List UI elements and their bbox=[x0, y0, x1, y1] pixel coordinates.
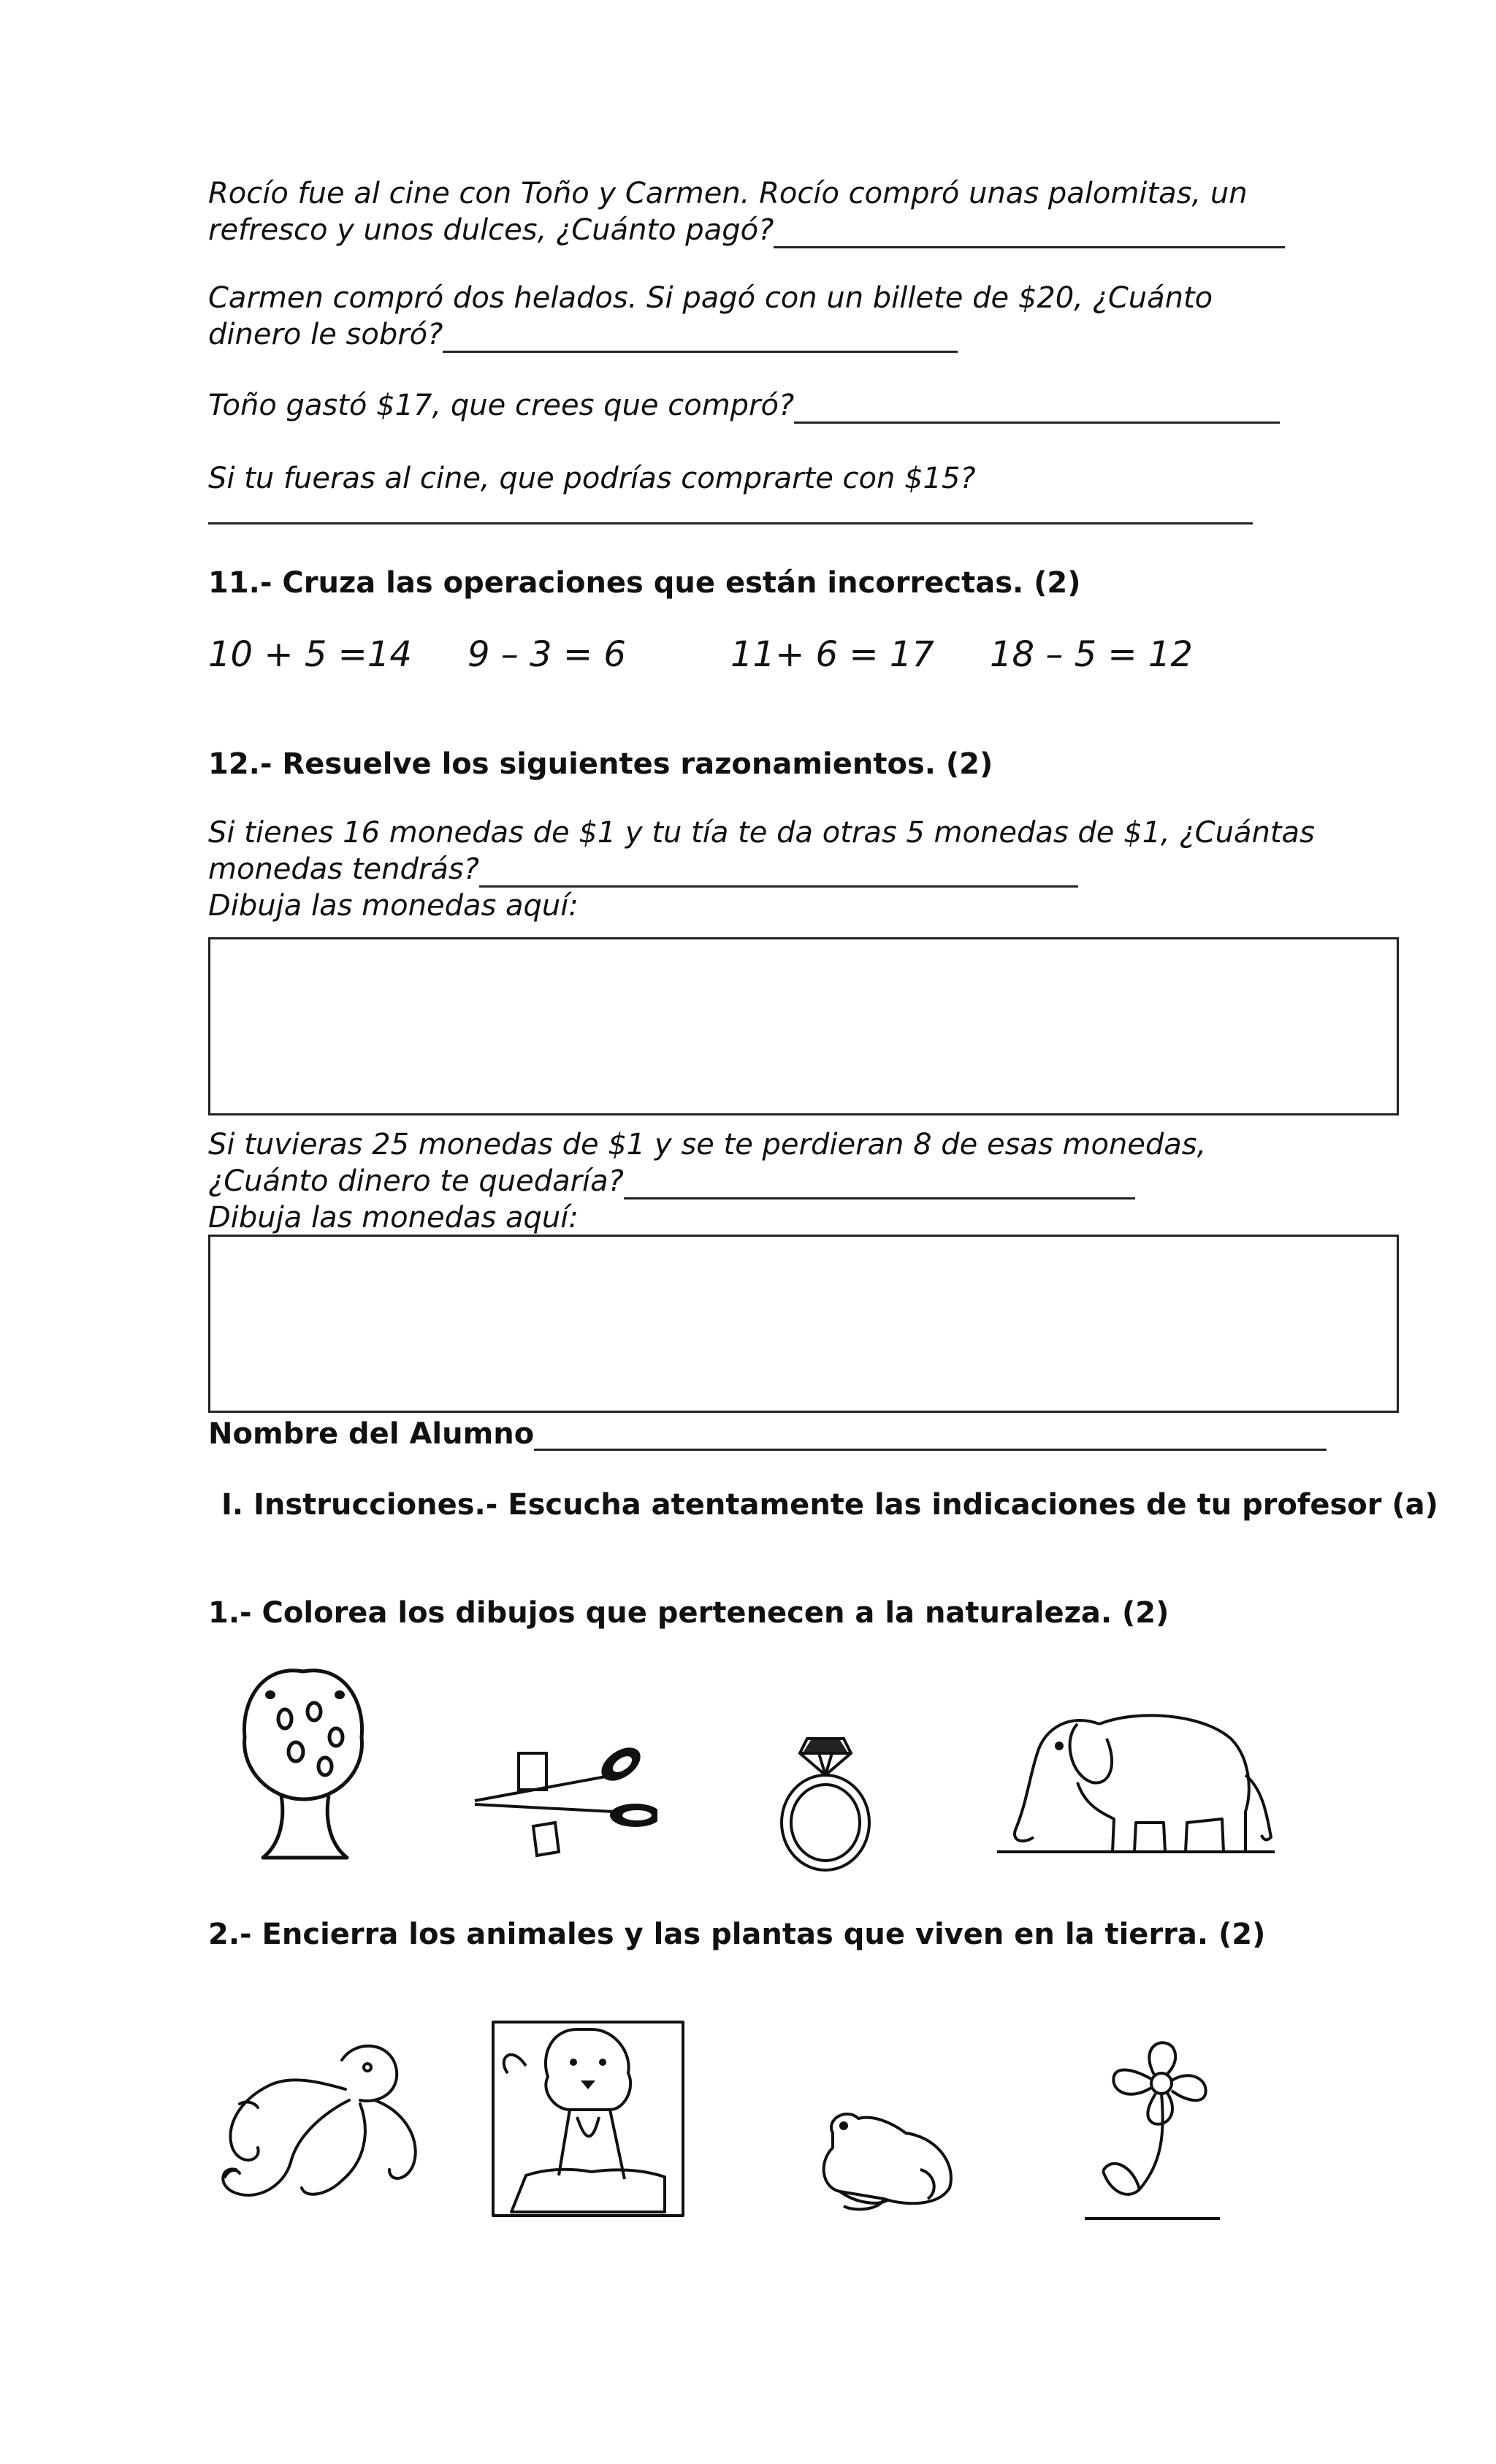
flower-icon[interactable] bbox=[1081, 2032, 1234, 2230]
octopus-icon[interactable] bbox=[210, 2031, 430, 2221]
cine-question-line1: Rocío fue al cine con Toño y Carmen. Rocío compró unas palomitas, un bbox=[208, 177, 1248, 210]
frog-icon[interactable] bbox=[811, 2104, 964, 2213]
draw-coins-label: Dibuja las monedas aquí: bbox=[208, 889, 579, 923]
lion-icon[interactable] bbox=[482, 2000, 690, 2219]
carmen-question bbox=[208, 280, 1304, 353]
q12-problem-1 bbox=[208, 815, 1377, 924]
q11-title: 11.- Cruza las operaciones que están incorrectas. (2) bbox=[208, 566, 1081, 600]
answer-line[interactable] bbox=[208, 522, 1253, 525]
tree-icon[interactable] bbox=[219, 1649, 387, 1883]
cine-question bbox=[208, 175, 1304, 248]
q12-title: 12.- Resuelve los siguientes razonamientos. (2) bbox=[208, 747, 993, 781]
s2-title: 2.- Encierra los animales y las plantas que viven en la tierra. (2) bbox=[208, 1918, 1266, 1951]
draw-box-2[interactable] bbox=[208, 1235, 1399, 1413]
q12-problem-1-line1: Si tienes 16 monedas de $1 y tu tía te da otras 5 monedas de $1, ¿Cuántas bbox=[208, 816, 1315, 850]
scissors-icon[interactable] bbox=[468, 1731, 657, 1888]
operation-1[interactable]: 10 + 5 =14 bbox=[208, 634, 412, 675]
draw-box-1[interactable] bbox=[208, 937, 1399, 1115]
carmen-question-line2: dinero le sobró? bbox=[208, 316, 1304, 353]
q12-problem-2 bbox=[208, 1126, 1377, 1236]
student-name-field[interactable] bbox=[534, 1418, 1327, 1451]
q12-problem-2-line1: Si tuvieras 25 monedas de $1 y se te perdieran 8 de esas monedas, bbox=[208, 1128, 1207, 1162]
carmen-question-line1: Carmen compró dos helados. Si pagó con un billete de $20, ¿Cuánto bbox=[208, 281, 1213, 315]
student-name-label: Nombre del Alumno bbox=[208, 1417, 535, 1451]
answer-blank[interactable] bbox=[794, 392, 1280, 424]
q11-operations bbox=[208, 634, 1304, 678]
answer-blank[interactable] bbox=[624, 1168, 1135, 1199]
ring-icon[interactable] bbox=[771, 1724, 880, 1877]
draw-coins-label: Dibuja las monedas aquí: bbox=[208, 1201, 579, 1235]
q12-problem-1-line2: monedas tendrás? bbox=[208, 851, 1377, 888]
cine-question-line2: refresco y unos dulces, ¿Cuánto pagó? bbox=[208, 212, 1304, 248]
student-name-row bbox=[208, 1417, 1327, 1451]
tono-question: Toño gastó $17, que crees que compró? bbox=[208, 387, 1304, 424]
operation-4[interactable]: 18 – 5 = 12 bbox=[990, 634, 1193, 675]
operation-2[interactable]: 9 – 3 = 6 bbox=[468, 634, 626, 675]
answer-blank[interactable] bbox=[479, 856, 1078, 888]
operation-3[interactable]: 11+ 6 = 17 bbox=[730, 634, 934, 675]
answer-blank[interactable] bbox=[443, 321, 958, 353]
answer-blank[interactable] bbox=[774, 217, 1285, 248]
elephant-icon[interactable] bbox=[990, 1695, 1282, 1863]
q12-problem-2-line2: ¿Cuánto dinero te quedaría? bbox=[208, 1163, 1377, 1199]
tu-question: Si tu fueras al cine, que podrías comprarte con $15? bbox=[208, 462, 976, 495]
s1-title: 1.- Colorea los dibujos que pertenecen a la naturaleza. (2) bbox=[208, 1596, 1169, 1630]
instructions: I. Instrucciones.- Escucha atentamente las indicaciones de tu profesor (a) bbox=[221, 1488, 1438, 1522]
